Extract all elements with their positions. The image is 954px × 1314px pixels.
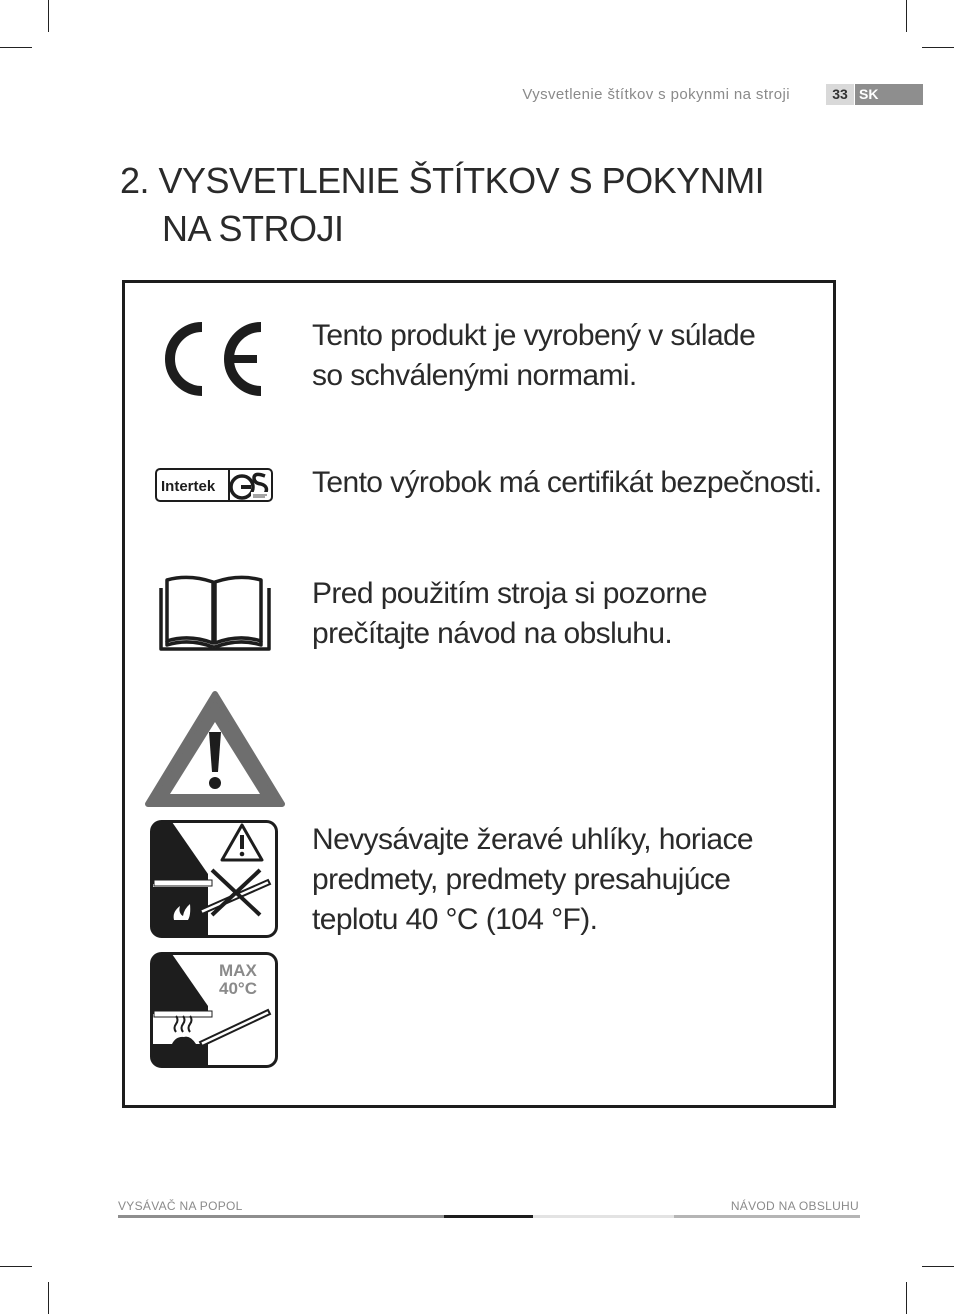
max-label: MAX (219, 961, 257, 980)
max-temperature-icon (150, 952, 278, 1070)
ce-mark-icon (155, 318, 267, 400)
footer-document-type: NÁVOD NA OBSLUHU (730, 1199, 859, 1213)
warning-triangle-icon (145, 690, 285, 808)
footer-product-name: VYSÁVAČ NA POPOL (118, 1199, 243, 1213)
footer-rule (444, 1215, 533, 1218)
page-number: 33 (826, 84, 854, 105)
crop-mark (922, 1266, 954, 1267)
ce-description-line1: Tento produkt je vyrobený v súlade (312, 319, 756, 352)
manual-description-line2: prečítajte návod na obsluhu. (312, 617, 673, 650)
no-hot-embers-icon (150, 820, 278, 938)
crop-mark (922, 47, 954, 48)
manual-description-line1: Pred použitím stroja si pozorne (312, 577, 707, 610)
page-title-continued: NA STROJI (162, 208, 344, 249)
embers-description-line3: teplotu 40 °C (104 °F). (312, 903, 598, 936)
ce-description-line2: so schválenými normami. (312, 359, 637, 392)
crop-mark (0, 47, 32, 48)
gs-description: Tento výrobok má certifikát bezpečnosti. (312, 466, 822, 499)
embers-description-line1: Nevysávajte žeravé uhlíky, horiace (312, 823, 753, 856)
running-header-title: Vysvetlenie štítkov s pokynmi na stroji (522, 86, 790, 103)
footer-rule (118, 1215, 444, 1218)
language-badge: SK (855, 84, 923, 105)
footer-rule (674, 1215, 860, 1218)
intertek-gs-logo-icon (155, 468, 273, 502)
crop-mark (48, 1282, 49, 1314)
crop-mark (0, 1266, 32, 1267)
read-manual-icon (157, 572, 273, 652)
footer-rule (533, 1215, 674, 1218)
crop-mark (906, 0, 907, 32)
embers-description-line2: predmety, predmety presahujúce (312, 863, 731, 896)
temperature-label: 40°C (219, 979, 257, 998)
crop-mark (906, 1282, 907, 1314)
page-title: 2. VYSVETLENIE ŠTÍTKOV S POKYNMI (120, 160, 765, 201)
crop-mark (48, 0, 49, 32)
intertek-logo-text: Intertek (161, 478, 216, 495)
